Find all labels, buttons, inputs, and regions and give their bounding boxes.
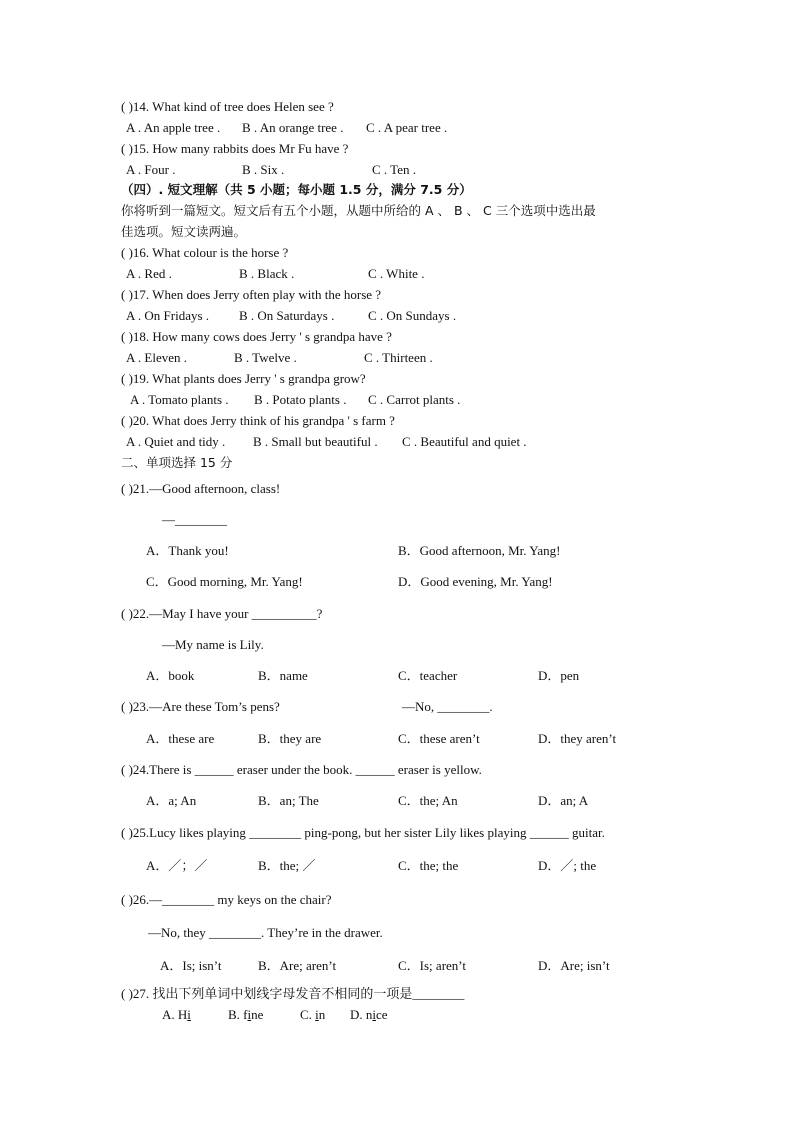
question-26-reply: —No, they ________. They’re in the drawer. xyxy=(148,925,383,940)
question-24-stem: ( )24.There is ______ eraser under the book. ______ eraser is yellow. xyxy=(121,762,482,777)
question-25-stem: ( )25.Lucy likes playing ________ ping-pong, but her sister Lily likes playing ______ guitar. xyxy=(121,825,605,840)
question-22-reply: —My name is Lily. xyxy=(162,637,264,652)
question-17-option-a: A . On Fridays . xyxy=(126,308,210,323)
question-15-option-c: C . Ten . xyxy=(372,162,416,177)
option-b-suffix: ne xyxy=(251,1007,264,1022)
question-27-option-d xyxy=(350,1007,388,1023)
question-26-option-d: D．Are; isn’t xyxy=(538,958,610,973)
question-16-option-a: A . Red . xyxy=(126,266,172,281)
question-25-option-d: D．／; the xyxy=(538,858,597,873)
question-21-option-d: D．Good evening, Mr. Yang! xyxy=(398,574,553,589)
option-d-suffix: ce xyxy=(376,1007,388,1022)
question-25-option-c: C．the; the xyxy=(398,858,459,873)
question-20-option-b: B . Small but beautiful . xyxy=(253,434,378,449)
part-2-title: 二、单项选择 15 分 xyxy=(121,455,233,470)
question-21-option-b: B．Good afternoon, Mr. Yang! xyxy=(398,543,561,558)
question-23-option-c: C．these aren’t xyxy=(398,731,480,746)
question-22-option-a: A．book xyxy=(146,668,195,683)
question-14-option-a: A . An apple tree . xyxy=(126,120,221,135)
question-26-option-b: B．Are; aren’t xyxy=(258,958,337,973)
question-24-option-b: B．an; The xyxy=(258,793,319,808)
question-14-option-b: B . An orange tree . xyxy=(242,120,344,135)
question-14-stem: ( )14. What kind of tree does Helen see ? xyxy=(121,99,334,114)
question-27-option-a xyxy=(162,1007,191,1023)
question-18-option-a: A . Eleven . xyxy=(126,350,188,365)
question-24-option-c: C．the; An xyxy=(398,793,458,808)
question-21-option-c: C．Good morning, Mr. Yang! xyxy=(146,574,303,589)
question-16-option-c: C . White . xyxy=(368,266,425,281)
question-18-option-b: B . Twelve . xyxy=(234,350,297,365)
question-23-option-a: A．these are xyxy=(146,731,215,746)
question-20-option-a: A . Quiet and tidy . xyxy=(126,434,226,449)
option-d-prefix: D. n xyxy=(350,1007,373,1022)
question-22-option-b: B．name xyxy=(258,668,308,683)
option-b-prefix: B. f xyxy=(228,1007,248,1022)
question-24-option-a: A．a; An xyxy=(146,793,197,808)
question-22-option-c: C．teacher xyxy=(398,668,458,683)
question-24-option-d: D．an; A xyxy=(538,793,589,808)
question-21-reply: —________ xyxy=(162,512,227,527)
question-20-option-c: C . Beautiful and quiet . xyxy=(402,434,527,449)
question-26-option-a: A．Is; isn’t xyxy=(160,958,222,973)
question-19-option-a: A . Tomato plants . xyxy=(130,392,229,407)
section-4-instructions-line-2: 佳选项。短文读两遍。 xyxy=(121,224,247,239)
option-c-prefix: C. xyxy=(300,1007,316,1022)
question-14-option-c: C . A pear tree . xyxy=(366,120,448,135)
section-4-title: （四）. 短文理解（共 5 小题；每小题 1.5 分，满分 7.5 分） xyxy=(121,182,472,197)
question-18-option-c: C . Thirteen . xyxy=(364,350,433,365)
question-16-option-b: B . Black . xyxy=(239,266,295,281)
question-17-option-b: B . On Saturdays . xyxy=(239,308,335,323)
option-c-underlined-letter: i xyxy=(315,1007,319,1022)
question-27-option-b xyxy=(228,1007,263,1023)
question-21-stem: ( )21.—Good afternoon, class! xyxy=(121,481,281,496)
question-22-option-d: D．pen xyxy=(538,668,580,683)
question-23-stem: ( )23.—Are these Tom’s pens? xyxy=(121,699,280,714)
question-17-stem: ( )17. When does Jerry often play with the horse ? xyxy=(121,287,382,302)
question-15-option-b: B . Six . xyxy=(242,162,285,177)
question-27-option-c xyxy=(300,1007,325,1023)
question-22-stem: ( )22.—May I have your __________? xyxy=(121,606,323,621)
option-b-underlined-letter: i xyxy=(247,1007,252,1022)
question-16-stem: ( )16. What colour is the horse ? xyxy=(121,245,289,260)
option-c-suffix: n xyxy=(318,1007,326,1022)
question-25-option-b: B．the; ／ xyxy=(258,858,316,873)
question-19-stem: ( )19. What plants does Jerry ' s grandpa grow? xyxy=(121,371,366,386)
question-25-option-a: A．／；／ xyxy=(146,858,208,873)
question-18-stem: ( )18. How many cows does Jerry ' s grandpa have ? xyxy=(121,329,392,344)
question-15-stem: ( )15. How many rabbits does Mr Fu have ? xyxy=(121,141,349,156)
option-d-underlined-letter: i xyxy=(372,1007,377,1022)
question-19-option-b: B . Potato plants . xyxy=(254,392,347,407)
section-4-instructions-line-1: 你将听到一篇短文。短文后有五个小题，从题中所给的 A 、 B 、 C 三个选项中选出最 xyxy=(121,203,596,218)
question-20-stem: ( )20. What does Jerry think of his grandpa ' s farm ? xyxy=(121,413,395,428)
question-23-option-d: D．they aren’t xyxy=(538,731,617,746)
question-26-option-c: C．Is; aren’t xyxy=(398,958,466,973)
question-17-option-c: C . On Sundays . xyxy=(368,308,457,323)
question-15-option-a: A . Four . xyxy=(126,162,176,177)
question-21-option-a: A．Thank you! xyxy=(146,543,229,558)
question-26-stem: ( )26.—________ my keys on the chair? xyxy=(121,892,332,907)
option-a-prefix: A. H xyxy=(162,1007,188,1022)
question-19-option-c: C . Carrot plants . xyxy=(368,392,461,407)
question-23-reply: —No, ________. xyxy=(402,699,493,714)
question-27-stem: ( )27. 找出下列单词中划线字母发音不相同的一项是________ xyxy=(121,986,465,1001)
option-a-underlined-letter: i xyxy=(187,1007,191,1022)
question-23-option-b: B．they are xyxy=(258,731,322,746)
